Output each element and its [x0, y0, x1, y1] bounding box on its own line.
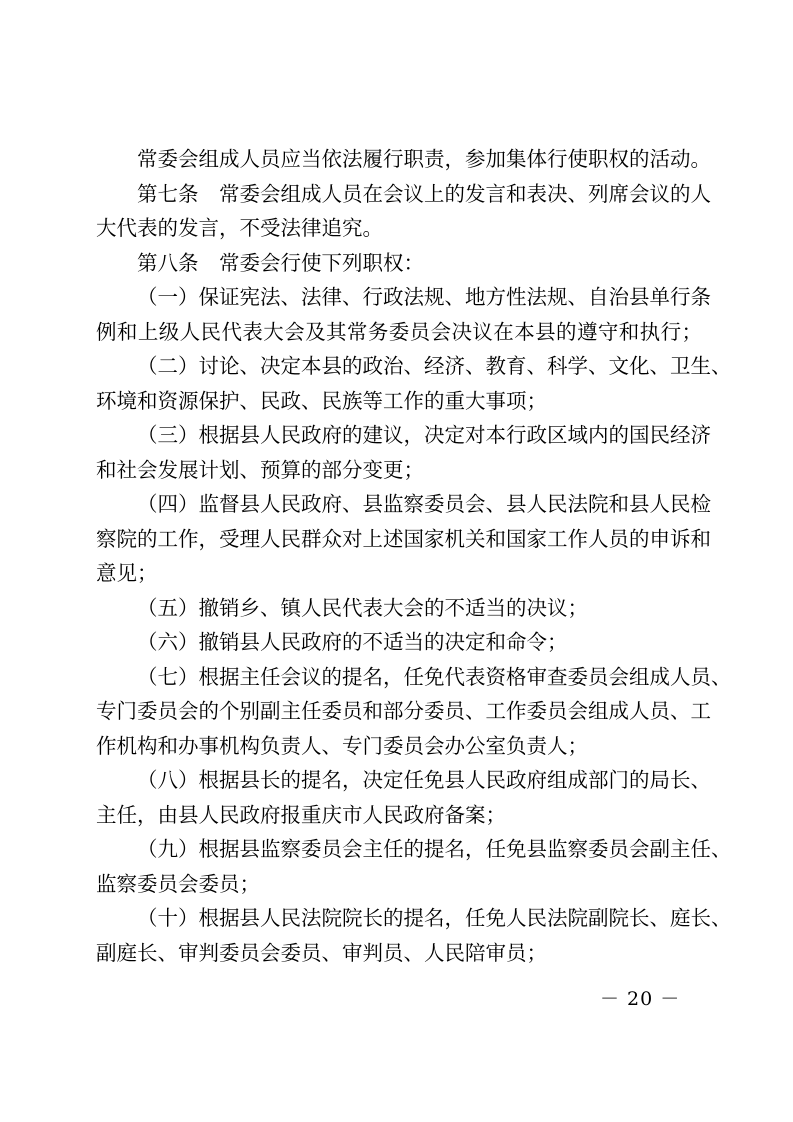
text-line: （一）保证宪法、法律、行政法规、地方性法规、自治县单行条	[137, 285, 711, 309]
text-line: 主任，由县人民政府报重庆市人民政府备案；	[96, 802, 506, 827]
document-body	[96, 142, 732, 970]
text-line: （八）根据县长的提名，决定任免县人民政府组成部门的局长、	[137, 768, 711, 792]
text-line: 作机构和办事机构负责人、专门委员会办公室负责人；	[96, 733, 588, 758]
text-line: 意见；	[96, 561, 158, 585]
text-line: （九）根据县监察委员会主任的提名，任免县监察委员会副主任、	[137, 837, 732, 861]
text-line: 监察委员会委员；	[96, 871, 260, 896]
text-line: 副庭长、审判委员会委员、审判员、人民陪审员；	[96, 940, 547, 965]
text-line: 环境和资源保护、民政、民族等工作的重大事项；	[96, 388, 547, 413]
text-line: 察院的工作，受理人民群众对上述国家机关和国家工作人员的申诉和	[96, 526, 711, 551]
text-line: 第八条 常委会行使下列职权：	[137, 250, 424, 275]
text-line: 大代表的发言，不受法律追究。	[96, 216, 383, 240]
text-line: （十）根据县人民法院院长的提名，任免人民法院副院长、庭长、	[137, 906, 732, 930]
text-line: （二）讨论、决定本县的政治、经济、教育、科学、文化、卫生、	[137, 354, 732, 378]
text-line: 专门委员会的个别副主任委员和部分委员、工作委员会组成人员、工	[96, 699, 711, 723]
text-line: 例和上级人民代表大会及其常务委员会决议在本县的遵守和执行；	[96, 319, 702, 344]
text-line: （六）撤销县人民政府的不适当的决定和命令；	[137, 630, 568, 654]
text-line: 常委会组成人员应当依法履行职责，参加集体行使职权的活动。	[137, 147, 711, 171]
text-line: （七）根据主任会议的提名，任免代表资格审查委员会组成人员、	[137, 664, 732, 689]
page-number: － 20 －	[600, 988, 681, 1010]
text-line: 第七条 常委会组成人员在会议上的发言和表决、列席会议的人	[137, 181, 711, 206]
text-line: （三）根据县人民政府的建议，决定对本行政区域内的国民经济	[137, 423, 711, 447]
text-line: 和社会发展计划、预算的部分变更；	[96, 457, 424, 482]
text-line: （四）监督县人民政府、县监察委员会、县人民法院和县人民检	[137, 492, 711, 516]
text-line: （五）撤销乡、镇人民代表大会的不适当的决议；	[137, 595, 588, 620]
